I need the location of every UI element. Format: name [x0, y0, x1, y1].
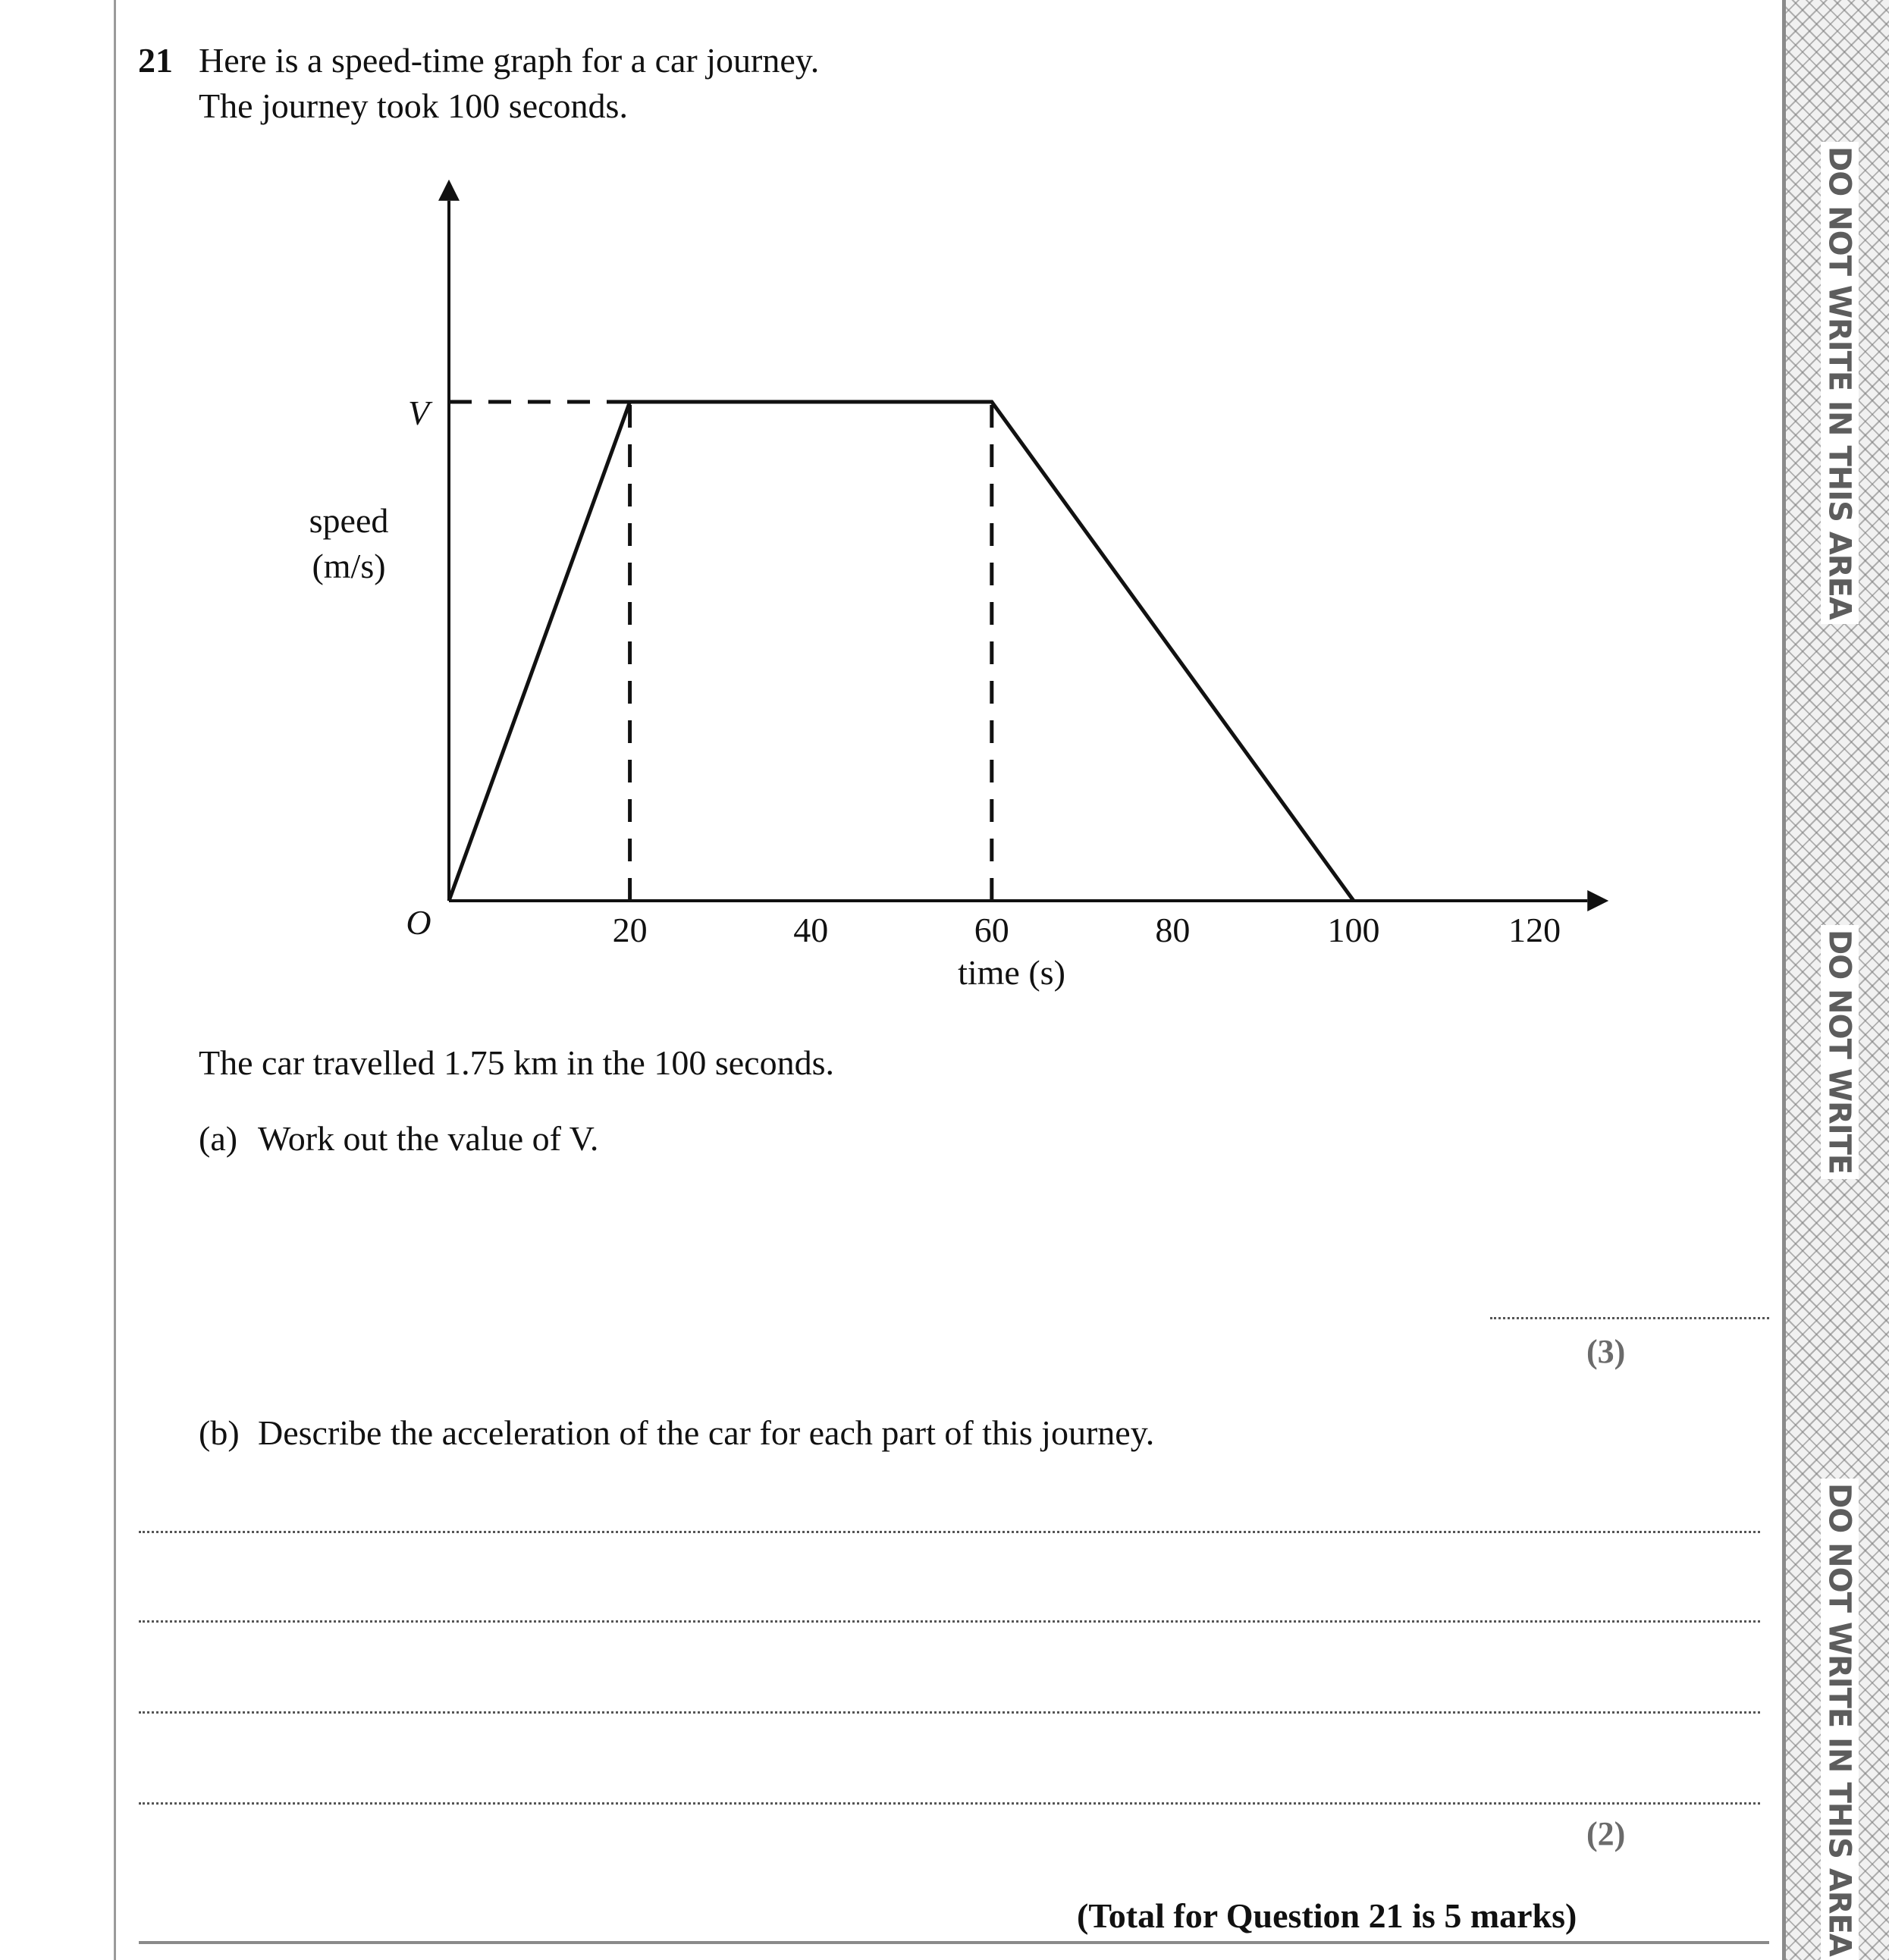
part-b-marks: (2): [1586, 1815, 1626, 1852]
do-not-write-margin: [1782, 0, 1889, 1960]
given-distance-text: The car travelled 1.75 km in the 100 seconds.: [199, 1043, 834, 1082]
origin-label: O: [406, 903, 431, 942]
part-b-question: Describe the acceleration of the car for each part of this journey.: [258, 1413, 1155, 1452]
y-axis-arrowhead: [438, 180, 460, 201]
v-label: V: [407, 394, 430, 432]
part-a-question: Work out the value of V.: [258, 1119, 599, 1158]
part-b-answer-line-3[interactable]: [139, 1711, 1760, 1714]
bottom-rule: [139, 1941, 1769, 1944]
part-b-answer-line-2[interactable]: [139, 1620, 1760, 1623]
part-a-answer-line[interactable]: [1490, 1317, 1769, 1319]
margin-label-top: DO NOT WRITE IN THIS AREA: [1786, 140, 1889, 626]
part-b-label: (b): [199, 1413, 240, 1452]
x-axis-arrowhead: [1587, 890, 1608, 911]
part-a-label: (a): [199, 1119, 238, 1158]
question-intro-line1: Here is a speed-time graph for a car journey.: [199, 41, 820, 80]
y-axis-label-line1: speed: [309, 501, 389, 540]
x-tick-label: 100: [1327, 911, 1380, 949]
margin-label-middle: DO NOT WRITE: [1786, 921, 1889, 1183]
question-intro-line2: The journey took 100 seconds.: [199, 86, 628, 125]
part-a-marks: (3): [1586, 1333, 1626, 1370]
speed-line: [449, 402, 1354, 901]
y-axis-label-line2: (m/s): [312, 547, 386, 585]
x-tick-label: 40: [793, 911, 829, 949]
part-b-answer-line-1[interactable]: [139, 1531, 1760, 1533]
question-total: (Total for Question 21 is 5 marks): [1077, 1896, 1577, 1935]
part-b-answer-line-4[interactable]: [139, 1802, 1760, 1805]
x-tick-label: 60: [974, 911, 1009, 949]
margin-label-bottom: DO NOT WRITE IN THIS AREA: [1786, 1479, 1889, 1960]
x-tick-label: 80: [1155, 911, 1191, 949]
x-axis-label: time (s): [958, 953, 1065, 992]
x-tick-label: 20: [612, 911, 648, 949]
question-number: 21: [138, 41, 173, 80]
x-tick-label: 120: [1508, 911, 1561, 949]
